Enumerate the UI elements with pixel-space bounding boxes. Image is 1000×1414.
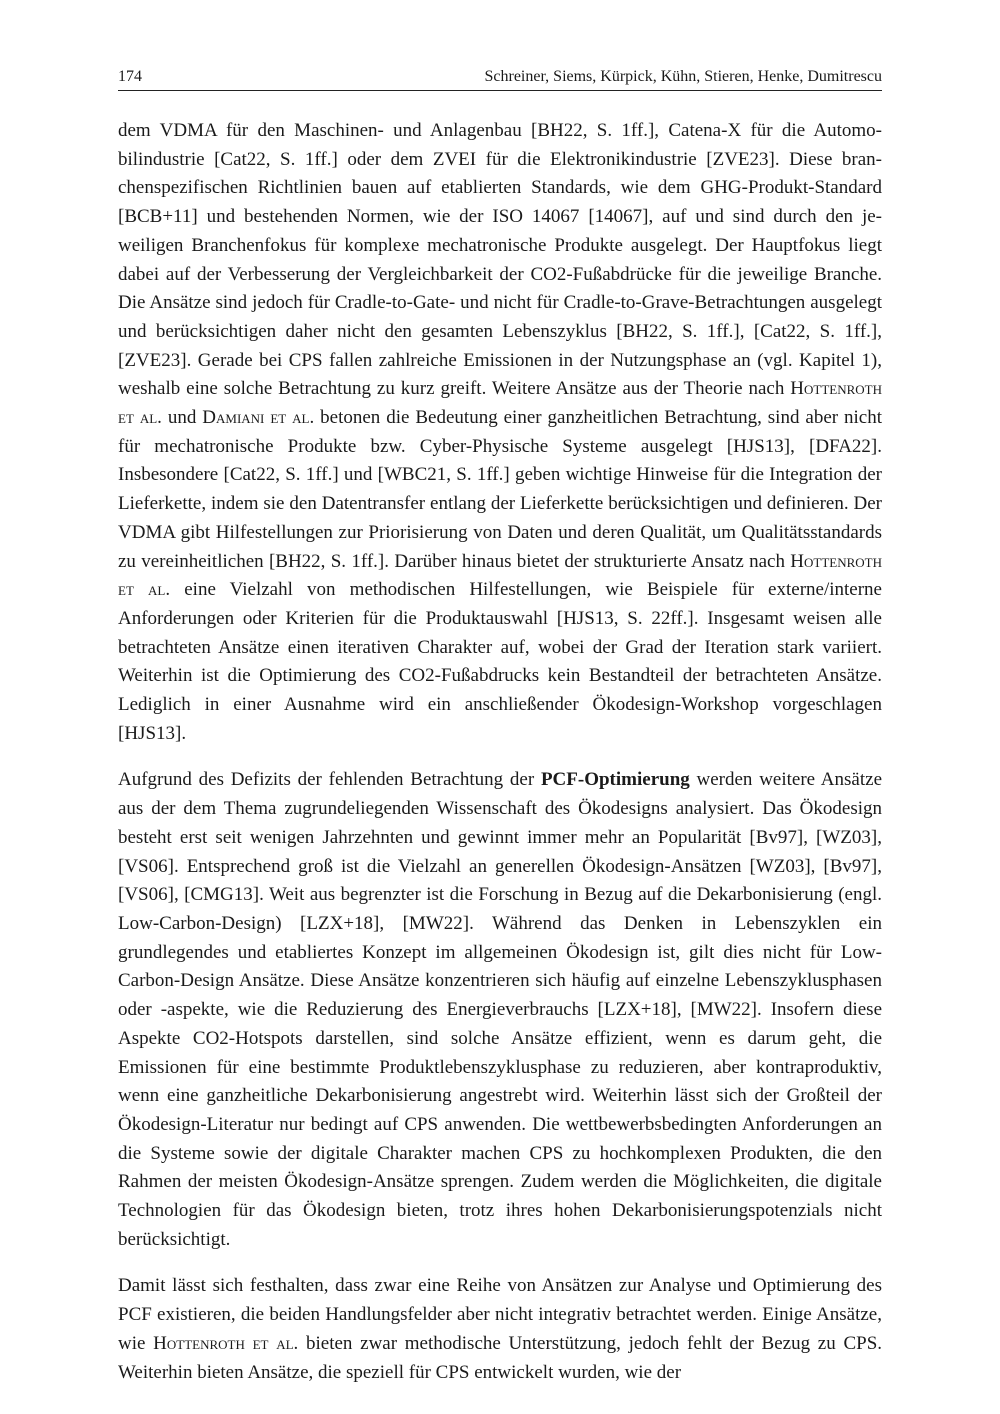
text-run: und xyxy=(161,407,203,429)
author-name: Damiani et al. xyxy=(202,407,315,429)
author-name: Hottenroth et al. xyxy=(118,378,882,429)
text-run: werden weitere Ansätze aus der dem Thema zugrundeliegenden Wissenschaft des Ökodesigns analysiert. Das Ökodesign besteht erst seit wenigen Jahrzehnten und gewinnt immer mehr an Popularität [Bv97], [WZ03], [VS06]. Entsprechend groß ist die Vielzahl an generellen Ökodesign-Ansätzen [WZ03], [Bv97], [VS06], [CMG13]. Weit aus begrenzter ist die Forschung in Bezug auf die Dekarbonisierung (engl. Low-Carbon-Design) [LZX+18], [MW22]. Während das Denken in Lebenszyklen ein grundlegendes und etabliertes Konzept im allgemeinen Ökodesign ist, gilt dies nicht für Low-Carbon-Design Ansätze. Diese Ansätze konzentrieren sich häufig auf einzelne Lebenszyklusphasen oder -aspekte, wie die Reduzierung des Energieverbrauchs [LZX+18], [MW22]. Insofern diese Aspekte CO2-Hotspots darstellen, sind solche Ansätze effizient, wenn es darum geht, die Emissionen für eine bestimmte Produktlebenszyklusphase zu reduzieren, aber kontraproduktiv, wenn eine ganzheitliche Dekarbonisierung angestrebt wird. Weiterhin lässt sich der Großteil der Ökodesign-Literatur nur bedingt auf CPS anwenden. Die wettbewerbsbedingten Anforderungen an die Systeme sowie der digitale Charakter machen CPS zu hochkomplexen Produkten, die den Rahmen der meisten Ökodesign-Ansätze sprengen. Zudem werden die Möglichkeiten, die digitale Technologien für das Ökodesign bieten, trotz ihres hohen Dekarbonisierungspotenzials nicht berücksichtigt. xyxy=(118,769,882,1250)
emphasis: PCF-Optimierung xyxy=(540,769,690,791)
author-name: Hottenroth et al. xyxy=(153,1332,299,1354)
paragraph-1 xyxy=(118,117,882,748)
text-run: bieten zwar methodische Unterstützung, jedoch fehlt der Bezug zu CPS. Weiterhin bieten Ansätze, die speziell für CPS entwickelt wurden, wie der xyxy=(118,1332,883,1383)
text-run: eine Vielzahl von methodischen Hilfestellungen, wie Beispiele für externe/interne Anforderungen oder Kriterien für die Produktauswahl [HJS13, S. 22ff.]. Insgesamt weisen alle betrachteten Ansätze einen iterativen Charakter auf, wobei der Grad der Iteration stark variiert. Weiterhin ist die Optimierung des CO2-Fußabdrucks kein Bestandteil der betrachteten Ansätze. Lediglich in einer Ausnahme wird ein anschließender Ökodesign-Workshop vorgeschlagen [HJS13]. xyxy=(118,579,882,744)
running-header xyxy=(118,66,882,91)
paragraph-3 xyxy=(118,1272,882,1387)
text-run: Damit lässt sich festhalten, dass zwar eine Reihe von Ansätzen zur Analyse und Optimierung des PCF existieren, die beiden Handlungsfelder aber nicht integrativ betrachtet werden. Einige Ansätze, wie xyxy=(118,1275,882,1354)
page-number: 174 xyxy=(118,68,142,85)
text-run: dem VDMA für den Maschinen- und Anlagenbau [BH22, S. 1ff.], Catena-X für die Automobilindustrie [Cat22, S. 1ff.] oder dem ZVEI für die Elektronikindustrie [ZVE23]. Diese branchenspezifischen Richtlinien bauen auf etablierten Standards, wie dem GHG-Produkt-Standard [BCB+11] und bestehenden Normen, wie der ISO 14067 [14067], auf und sind durch den jeweiligen Branchenfokus für komplexe mechatronische Produkte ausgelegt. Der Hauptfokus liegt dabei auf der Verbesserung der Vergleichbarkeit der CO2-Fußabdrücke für die jeweilige Branche. Die Ansätze sind jedoch für Cradle-to-Gate- und nicht für Cradle-to-Grave-Betrachtungen ausgelegt und berücksichtigen daher nicht den gesamten Lebenszyklus [BH22, S. 1ff.], [Cat22, S. 1ff.], [ZVE23]. Gerade bei CPS fallen zahlreiche Emissionen in der Nutzungsphase an (vgl. Kapitel 1), weshalb eine solche Betrachtung zu kurz greift. Weitere Ansätze aus der Theorie nach xyxy=(118,120,882,400)
text-run: betonen die Bedeutung einer ganzheitlichen Betrachtung, sind aber nicht für mechatronische Produkte bzw. Cyber-Physische Systeme ausgelegt [HJS13], [DFA22]. Insbesondere [Cat22, S. 1ff.] und [WBC21, S. 1ff.] geben wichtige Hinweise für die Integration der Lieferkette, indem sie den Datentransfer entlang der Lieferkette berücksichtigen und definieren. Der VDMA gibt Hilfestellungen zur Priorisierung von Daten und deren Qualität, um Qualitätsstandards zu vereinheitlichen [BH22, S. 1ff.]. Darüber hinaus bietet der strukturierte Ansatz nach xyxy=(118,407,882,572)
text-run: Aufgrund des Defizits der fehlenden Betrachtung der xyxy=(118,769,541,791)
author-name: Hottenroth et al. xyxy=(118,550,882,601)
body-text xyxy=(118,117,882,1405)
paragraph-2 xyxy=(118,766,882,1254)
header-authors: Schreiner, Siems, Kürpick, Kühn, Stieren, Henke, Dumitrescu xyxy=(484,68,882,85)
